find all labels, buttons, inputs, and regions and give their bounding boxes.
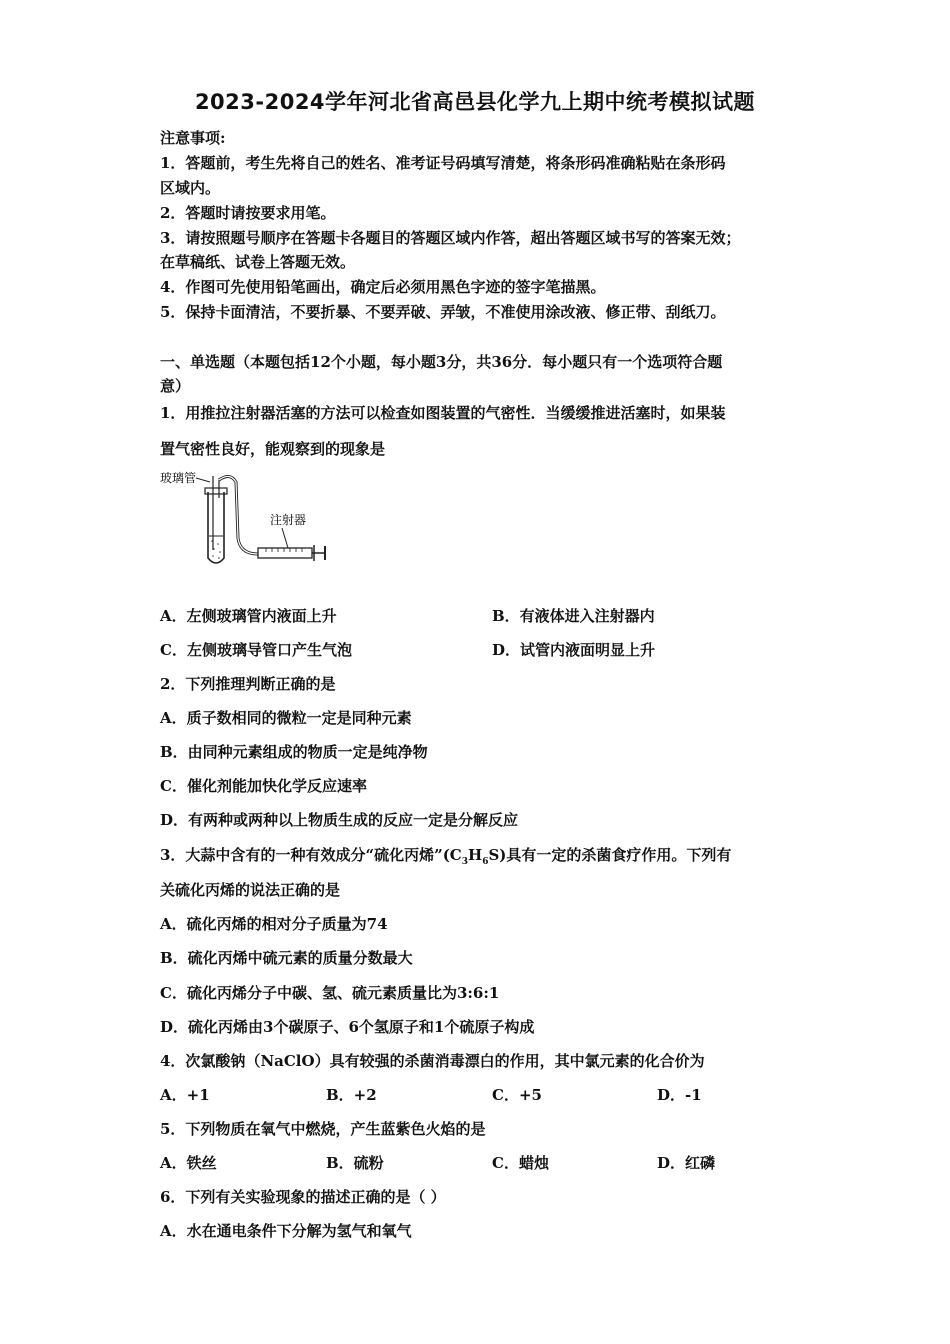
q3-stem-part: H bbox=[468, 846, 483, 864]
section-heading: 一、单选题（本题包括12个小题，每小题3分，共36分．每小题只有一个选项符合题 bbox=[160, 353, 723, 371]
q3-stem bbox=[160, 845, 731, 872]
q1-option-c[interactable]: C．左侧玻璃导管口产生气泡 bbox=[160, 641, 352, 659]
q2-option-b[interactable]: B．由同种元素组成的物质一定是纯净物 bbox=[160, 743, 428, 761]
label-pointer bbox=[196, 478, 210, 482]
apparatus-figure bbox=[158, 468, 338, 572]
q5-option-d[interactable]: D．红磷 bbox=[657, 1154, 716, 1172]
q3-option-d[interactable]: D．硫化丙烯由3个碳原子、6个氢原子和1个硫原子构成 bbox=[160, 1018, 535, 1036]
q3-stem-part: 3．大蒜中含有的一种有效成分“硫化丙烯”(C bbox=[160, 846, 462, 864]
notice-heading: 注意事项: bbox=[160, 129, 226, 147]
notice-line: 5．保持卡面清洁，不要折暴、不要弄破、弄皱，不准使用涂改液、修正带、刮纸刀。 bbox=[160, 303, 726, 321]
q2-stem: 2．下列推理判断正确的是 bbox=[160, 675, 336, 693]
q5-stem: 5．下列物质在氧气中燃烧，产生蓝紫色火焰的是 bbox=[160, 1120, 486, 1138]
q1-option-d[interactable]: D．试管内液面明显上升 bbox=[492, 641, 656, 659]
q4-option-c[interactable]: C．+5 bbox=[492, 1086, 542, 1104]
label-pointer bbox=[282, 528, 288, 548]
q4-stem: 4．次氯酸钠（NaClO）具有较强的杀菌消毒漂白的作用，其中氯元素的化合价为 bbox=[160, 1052, 705, 1070]
notice-line: 区域内。 bbox=[160, 179, 221, 197]
q1-stem-cont: 置气密性良好，能观察到的现象是 bbox=[160, 440, 386, 458]
q3-option-a[interactable]: A．硫化丙烯的相对分子质量为74 bbox=[160, 915, 388, 933]
test-tube bbox=[208, 492, 224, 563]
q1-option-b[interactable]: B．有液体进入注射器内 bbox=[492, 607, 655, 625]
q4-option-a[interactable]: A．+1 bbox=[160, 1086, 210, 1104]
glass-tube-label: 玻璃管 bbox=[160, 471, 197, 485]
q6-option-a[interactable]: A．水在通电条件下分解为氢气和氧气 bbox=[160, 1222, 412, 1240]
q6-stem: 6．下列有关实验现象的描述正确的是（ ） bbox=[160, 1188, 446, 1206]
q3-option-b[interactable]: B．硫化丙烯中硫元素的质量分数最大 bbox=[160, 949, 413, 967]
q3-option-c[interactable]: C．硫化丙烯分子中碳、氢、硫元素质量比为3:6:1 bbox=[160, 984, 500, 1002]
page-title: 2023-2024学年河北省高邑县化学九上期中统考模拟试题 bbox=[194, 90, 756, 114]
q5-option-c[interactable]: C．蜡烛 bbox=[492, 1154, 549, 1172]
syringe-label: 注射器 bbox=[270, 513, 307, 527]
notice-line: 3．请按照题号顺序在答题卡各题目的答题区域内作答，超出答题区域书写的答案无效； bbox=[160, 229, 741, 247]
q5-option-b[interactable]: B．硫粉 bbox=[326, 1154, 384, 1172]
q2-option-c[interactable]: C．催化剂能加快化学反应速率 bbox=[160, 777, 367, 795]
q3-stem-part: S)具有一定的杀菌食疗作用。下列有 bbox=[488, 846, 732, 864]
q5-option-a[interactable]: A．铁丝 bbox=[160, 1154, 217, 1172]
notice-line: 2．答题时请按要求用笔。 bbox=[160, 204, 336, 222]
q3-stem-cont: 关硫化丙烯的说法正确的是 bbox=[160, 881, 341, 899]
q2-option-a[interactable]: A．质子数相同的微粒一定是同种元素 bbox=[160, 709, 412, 727]
notice-line: 1．答题前，考生先将自己的姓名、准考证号码填写清楚，将条形码准确粘贴在条形码 bbox=[160, 154, 726, 172]
q1-option-a[interactable]: A．左侧玻璃管内液面上升 bbox=[160, 607, 337, 625]
notice-line: 在草稿纸、试卷上答题无效。 bbox=[160, 253, 356, 271]
q4-option-b[interactable]: B．+2 bbox=[326, 1086, 377, 1104]
section-heading-cont: 意） bbox=[160, 377, 191, 395]
q2-option-d[interactable]: D．有两种或两种以上物质生成的反应一定是分解反应 bbox=[160, 811, 519, 829]
q4-option-d[interactable]: D．-1 bbox=[657, 1086, 702, 1104]
q1-stem: 1．用推拉注射器活塞的方法可以检查如图装置的气密性．当缓缓推进活塞时，如果装 bbox=[160, 404, 726, 422]
subscript: 6 bbox=[482, 857, 489, 867]
notice-line: 4．作图可先使用铅笔画出，确定后必须用黑色字迹的签字笔描黑。 bbox=[160, 278, 606, 296]
subscript: 3 bbox=[461, 857, 468, 867]
